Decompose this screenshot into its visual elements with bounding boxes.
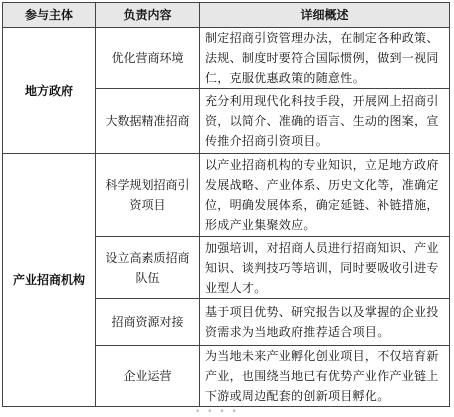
detail-cell: 为当地未来产业孵化创业项目，不仅培育新产业，也围绕当地已有优势产业作产业链上下游或周边配套的创新项目孵化。 bbox=[200, 346, 450, 407]
table-row bbox=[3, 28, 450, 89]
responsibility-cell: 设立高素质招商队伍 bbox=[96, 237, 200, 299]
header-row bbox=[3, 3, 450, 28]
responsibility-cell: 企业运营 bbox=[96, 346, 200, 407]
scroll-indicator-dots: • • • • bbox=[195, 407, 239, 417]
detail-cell: 制定招商引资管理办法，在制定各种政策、法规、制度时要符合国际惯例，做到一视同仁，克服优惠政策的随意性。 bbox=[200, 28, 450, 89]
table-row bbox=[3, 154, 450, 237]
entity-industry-agency: 产业招商机构 bbox=[3, 154, 96, 407]
detail-cell: 加强培训，对招商人员进行招商知识、产业知识、谈判技巧等培训，同时要吸收引进专业型人才。 bbox=[200, 237, 450, 299]
header-detail: 详细概述 bbox=[200, 3, 450, 28]
detail-cell: 基于项目优势、研究报告以及掌握的企业投资需求为当地政府推荐适合项目。 bbox=[200, 299, 450, 346]
responsibility-cell: 招商资源对接 bbox=[96, 299, 200, 346]
responsibility-cell: 科学规划招商引资项目 bbox=[96, 154, 200, 237]
header-entity: 参与主体 bbox=[3, 3, 96, 28]
responsibility-cell: 优化营商环境 bbox=[96, 28, 200, 89]
detail-cell: 充分利用现代化科技手段，开展网上招商引资，以简介、准确的语言、生动的图案，宣传推介招商引资项目。 bbox=[200, 89, 450, 154]
header-responsibility: 负责内容 bbox=[96, 3, 200, 28]
responsibility-cell: 大数据精准招商 bbox=[96, 89, 200, 154]
entity-local-government: 地方政府 bbox=[3, 28, 96, 154]
responsibility-table bbox=[2, 2, 450, 407]
detail-cell: 以产业招商机构的专业知识，立足地方政府发展战略、产业体系、历史文化等，准确定位，明确发展体系，确定延链、补链措施，形成产业集聚效应。 bbox=[200, 154, 450, 237]
